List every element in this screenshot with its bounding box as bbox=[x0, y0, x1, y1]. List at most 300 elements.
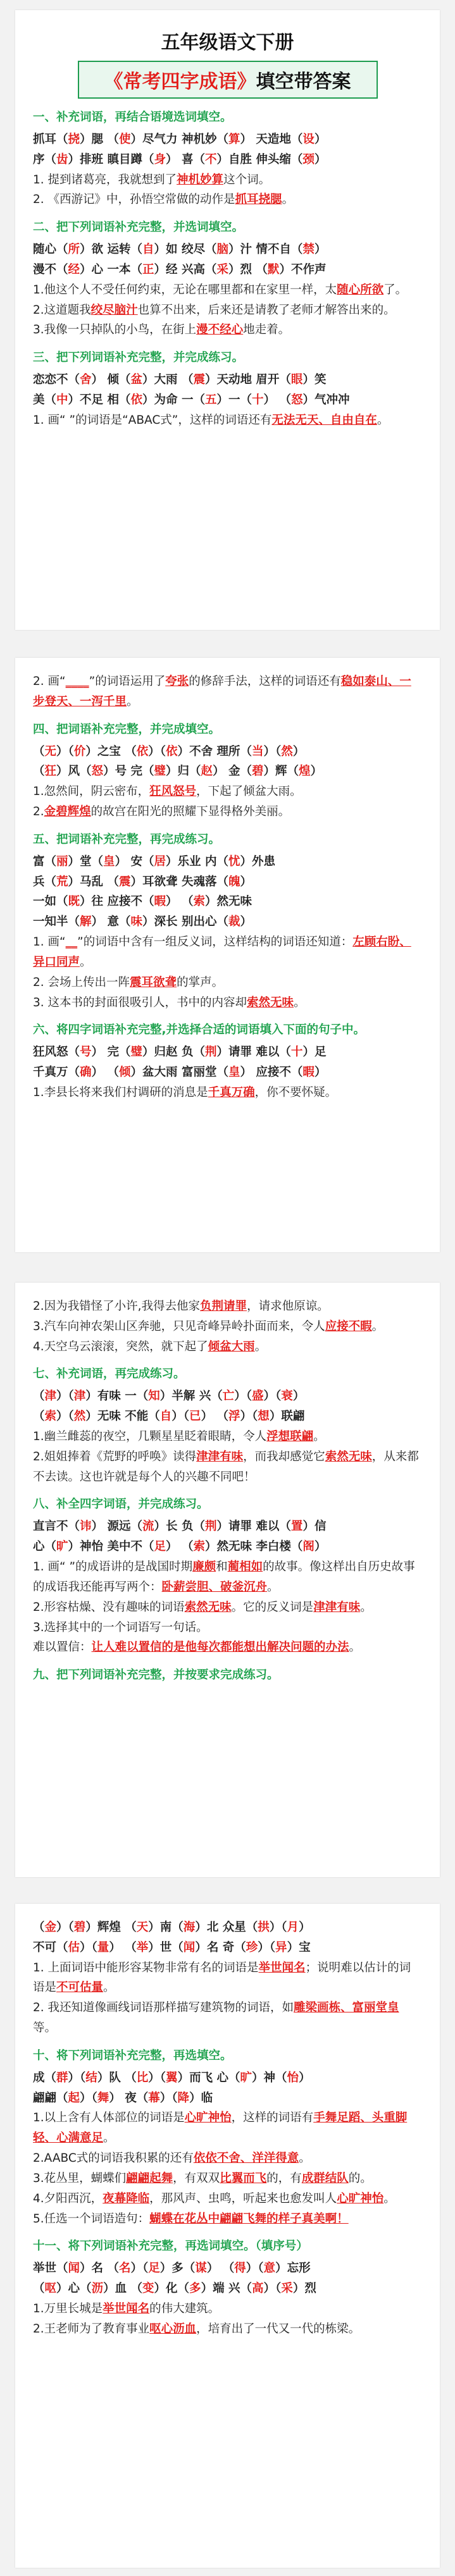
word-fragment: 富（ bbox=[33, 854, 57, 868]
word-fragment: ）北 众星（ bbox=[195, 1921, 258, 1934]
word-fragment: 直言不（ bbox=[33, 1520, 80, 1534]
word-fragment: ） bbox=[240, 875, 252, 889]
answer-char: 已 bbox=[189, 1410, 201, 1424]
question-text: 了。 bbox=[383, 283, 408, 297]
answer-char: 起 bbox=[68, 2091, 80, 2105]
question-text: ”的词语中含有一组反义词，这样结构的词语还知道： bbox=[77, 935, 353, 949]
word-row bbox=[33, 130, 422, 150]
answer-char: 高 bbox=[252, 2282, 264, 2296]
question-text: 3.我像一只掉队的小鸟，在街上 bbox=[33, 323, 197, 337]
word-fragment: ）气冲冲 bbox=[302, 393, 350, 407]
question bbox=[33, 1083, 422, 1103]
question-text: 2. 《西游记》中，孙悟空常做的动作是 bbox=[33, 193, 235, 207]
answer-char: 然 bbox=[281, 744, 293, 758]
answer-char: 足 bbox=[154, 1540, 166, 1554]
answer-char: 经 bbox=[68, 263, 80, 276]
answer-char: 所 bbox=[68, 243, 80, 257]
question-text: 5.任选一个词语造句： bbox=[33, 2212, 150, 2226]
answer-char: 脑 bbox=[216, 243, 228, 257]
answer-char: 碧 bbox=[73, 1921, 86, 1934]
page-3 bbox=[15, 1283, 440, 1877]
answer-text: 比翼而飞 bbox=[220, 2171, 267, 2185]
question-text: 1.幽兰雌蕊的夜空，几颗星星眨着眼睛，令人 bbox=[33, 1430, 267, 1444]
answer-char: 谋 bbox=[195, 2262, 207, 2276]
word-fragment: 兵（ bbox=[33, 875, 57, 889]
answer-char: 裁 bbox=[228, 915, 240, 929]
answer-text: 抓耳挠腮 bbox=[235, 193, 282, 207]
word-fragment: （ bbox=[33, 765, 45, 779]
question bbox=[33, 1557, 422, 1598]
answer-text: 依依不舍、洋洋得意 bbox=[193, 2152, 299, 2166]
answer-text: 雕梁画栋、富丽堂皇 bbox=[294, 2001, 399, 2015]
answer-char: 想 bbox=[258, 1410, 270, 1424]
word-fragment: ）腮 （ bbox=[80, 132, 119, 146]
word-fragment: ）耳欲聋 失魂落（ bbox=[130, 875, 228, 889]
word-fragment: ）（ bbox=[56, 1921, 74, 1934]
answer-char: 沥 bbox=[91, 2282, 104, 2296]
answer-char: 十 bbox=[290, 1045, 303, 1059]
answer-char: 群 bbox=[56, 2071, 68, 2085]
answer-char: 暇 bbox=[302, 1066, 315, 1080]
answer-char: 味 bbox=[130, 915, 142, 929]
answer-text: 倾盆大雨 bbox=[208, 1340, 255, 1353]
question bbox=[33, 190, 422, 210]
section-heading: 十一、将下列词语补充完整，再选词填空。（填序号） bbox=[33, 2240, 308, 2253]
question-text: 。 bbox=[103, 1981, 115, 1995]
question-text: 2. 我还知道像画线词语那样描写建筑物的词语，如 bbox=[33, 2001, 294, 2015]
answer-char: 闻 bbox=[68, 2262, 80, 2276]
question-text: 2. bbox=[33, 805, 44, 819]
question-text: 。 bbox=[299, 2152, 311, 2166]
answer-char: 索 bbox=[193, 1540, 205, 1554]
answer-char: 变 bbox=[142, 2282, 154, 2296]
question-text: 等。 bbox=[33, 2021, 57, 2035]
page-2 bbox=[15, 658, 440, 1252]
document-subtitle bbox=[78, 61, 378, 99]
question bbox=[33, 802, 422, 822]
question-text: 2.王老师为了教育事业 bbox=[33, 2322, 150, 2336]
word-fragment: ）请罪 难以（ bbox=[216, 1520, 291, 1534]
word-fragment: ）队 （ bbox=[97, 2071, 137, 2085]
answer-char: 眼 bbox=[290, 373, 303, 387]
word-fragment: ）（ bbox=[56, 1390, 74, 1403]
answer-text: 夸张 bbox=[165, 675, 189, 688]
word-fragment: ）宝 bbox=[287, 1940, 311, 1954]
word-fragment: ）心（ bbox=[56, 2282, 92, 2296]
answer-char: 使 bbox=[118, 132, 131, 146]
question-text: ”的词语运用了 bbox=[89, 675, 166, 688]
answer-char: 采 bbox=[216, 263, 228, 276]
question-text: 的故事。像这样出自历史故事的成语我还能再写两个： bbox=[33, 1560, 415, 1594]
word-row bbox=[33, 912, 422, 932]
answer-char: 忧 bbox=[228, 854, 240, 868]
question-text: ，那风声、虫鸣，听起来也愈发叫人 bbox=[149, 2191, 337, 2205]
answer-char: 璧 bbox=[130, 1045, 142, 1059]
question-text: 的。 bbox=[348, 2171, 372, 2185]
answer-char: 荒 bbox=[56, 875, 68, 889]
answer-text: 心旷神怡 bbox=[337, 2191, 384, 2205]
question bbox=[33, 2189, 422, 2209]
word-fragment: ）名 奇（ bbox=[195, 1940, 246, 1954]
word-fragment: ）神（ bbox=[252, 2071, 287, 2085]
word-row bbox=[33, 2279, 422, 2299]
question-text: 1. 画“ ”的成语讲的是战国时期 bbox=[33, 1560, 193, 1574]
word-fragment: （ bbox=[33, 1390, 45, 1403]
word-fragment: ）名 （ bbox=[80, 2262, 119, 2276]
question-text: 2.这道题我 bbox=[33, 303, 91, 317]
question-text: 。 bbox=[127, 694, 139, 708]
question bbox=[33, 932, 422, 973]
section-heading: 十、将下列词语补充完整，再选填空。 bbox=[33, 2049, 232, 2062]
subtitle-left: 《常考四字成语》 bbox=[104, 71, 256, 93]
question-text: 的故宫在阳光的照耀下显得格外美丽。 bbox=[90, 805, 290, 819]
answer-char: 结 bbox=[85, 2071, 97, 2085]
answer-char: 盆 bbox=[130, 373, 142, 387]
word-fragment: ）有味 一（ bbox=[85, 1390, 149, 1403]
question bbox=[33, 1297, 422, 1317]
answer-text: 翩翩起舞 bbox=[126, 2171, 173, 2185]
answer-char: 闻 bbox=[183, 1940, 196, 1954]
question bbox=[33, 973, 422, 993]
word-fragment: ） 夜（ bbox=[109, 2091, 149, 2105]
word-row bbox=[33, 742, 422, 762]
answer-char: 荆 bbox=[204, 1045, 217, 1059]
section-heading: 一、补充词语，再结合语境选词填空。 bbox=[33, 111, 232, 124]
word-fragment: （ bbox=[33, 2282, 45, 2296]
answer-char: 暇 bbox=[154, 895, 166, 909]
question-text: 。 bbox=[377, 413, 389, 427]
word-fragment: ） bbox=[299, 1921, 311, 1934]
question-text: ；说明难以估计的词语是 bbox=[33, 1961, 411, 1995]
answer-text: 蝴蝶在花丛中翩翩飞舞的样子真美啊！ bbox=[149, 2212, 349, 2226]
question-text: ，下起了倾盆大雨。 bbox=[196, 785, 302, 799]
question bbox=[33, 2319, 422, 2339]
answer-char: 颈 bbox=[302, 152, 315, 166]
answer-char: 举 bbox=[136, 1940, 149, 1954]
question-text: 。 bbox=[282, 193, 294, 207]
word-fragment: ）请罪 难以（ bbox=[216, 1045, 291, 1059]
word-fragment: ） bbox=[314, 152, 327, 166]
word-fragment: ）化（ bbox=[154, 2282, 190, 2296]
answer-text: ____ bbox=[65, 675, 89, 688]
answer-char: 呕 bbox=[44, 2282, 57, 2296]
answer-char: 采 bbox=[281, 2282, 293, 2296]
word-row bbox=[33, 240, 422, 260]
answer-char: 禁 bbox=[302, 243, 315, 257]
word-row bbox=[33, 1918, 422, 1938]
answer-text: 举世闻名 bbox=[103, 2302, 150, 2315]
answer-char: 当 bbox=[252, 744, 264, 758]
answer-char: 依 bbox=[130, 393, 142, 407]
word-fragment: ） 源远（ bbox=[91, 1520, 142, 1534]
answer-char: 盛 bbox=[252, 1390, 264, 1403]
word-row bbox=[33, 2068, 422, 2088]
word-fragment: 随心（ bbox=[33, 243, 68, 257]
question-text: 2.AABC式的词语我积累的还有 bbox=[33, 2152, 194, 2166]
question bbox=[33, 320, 422, 340]
question-text: 。 bbox=[360, 1600, 372, 1614]
answer-char: 降 bbox=[177, 2091, 190, 2105]
answer-char: 索 bbox=[193, 895, 205, 909]
word-fragment: 一知半（ bbox=[33, 915, 80, 929]
word-fragment: ）（ bbox=[80, 2091, 97, 2105]
answer-text: 廉颇 bbox=[192, 1560, 216, 1574]
word-fragment: 成（ bbox=[33, 2071, 57, 2085]
word-fragment: 漫不（ bbox=[33, 263, 68, 276]
answer-char: 浮 bbox=[228, 1410, 240, 1424]
word-fragment: ）欲 运转（ bbox=[80, 243, 142, 257]
answer-char: 皇 bbox=[103, 854, 115, 868]
answer-char: 金 bbox=[44, 1921, 57, 1934]
word-fragment: ）烈 （ bbox=[228, 263, 268, 276]
word-fragment: ）马乱 （ bbox=[68, 875, 119, 889]
word-fragment: 不可（ bbox=[33, 1940, 68, 1954]
answer-text: 举世闻名 bbox=[258, 1961, 306, 1975]
question-text: ，从来都不去读。这也许就是每个人的兴趣不同吧！ bbox=[33, 1450, 419, 1484]
question-text: 3.汽车向神农架山区奔驰，只见奇峰异岭扑面而来，令人 bbox=[33, 1319, 325, 1333]
word-fragment: ）临 bbox=[189, 2091, 213, 2105]
answer-char: 然 bbox=[73, 1410, 86, 1424]
question-text: 和 bbox=[216, 1560, 228, 1574]
word-fragment: ）辉煌 （ bbox=[85, 1921, 137, 1934]
answer-text: 负荆请罪 bbox=[200, 1300, 247, 1313]
answer-char: 号 bbox=[80, 1045, 92, 1059]
answer-text: 手舞足蹈、头重脚轻、心满意足 bbox=[33, 2111, 408, 2145]
answer-text: 索然无味 bbox=[325, 1450, 372, 1464]
word-row bbox=[33, 761, 422, 782]
word-fragment: ） （ bbox=[263, 393, 291, 407]
word-fragment: ）大雨 （ bbox=[142, 373, 194, 387]
answer-char: 中 bbox=[56, 393, 68, 407]
word-fragment: ） bbox=[292, 744, 305, 758]
question-text: ，有双双 bbox=[173, 2171, 220, 2185]
answer-text: 应接不暇 bbox=[325, 1319, 372, 1333]
answer-char: 怒 bbox=[290, 393, 303, 407]
word-fragment: ）天动地 眉开（ bbox=[204, 373, 291, 387]
word-fragment: ） 应接不（ bbox=[240, 1066, 303, 1080]
answer-char: 不 bbox=[204, 152, 217, 166]
answer-char: 亡 bbox=[222, 1390, 235, 1403]
question-text: 。 bbox=[80, 955, 92, 969]
answer-char: 默 bbox=[267, 263, 280, 276]
question-text: ，请求他原谅。 bbox=[247, 1300, 329, 1313]
answer-char: 震 bbox=[193, 373, 205, 387]
word-fragment: ）笑 bbox=[302, 373, 327, 387]
question-text: 2.形容枯燥、没有趣味的词语 bbox=[33, 1600, 185, 1614]
word-fragment: ）（ bbox=[171, 1410, 190, 1424]
word-fragment: ）（ bbox=[56, 744, 74, 758]
answer-char: 异 bbox=[275, 1940, 287, 1954]
word-row bbox=[33, 2088, 422, 2109]
word-fragment: ）为命 一（ bbox=[142, 393, 205, 407]
word-fragment: ）排班 瞋目蹲（ bbox=[68, 152, 154, 166]
word-fragment: ）尽气力 神机妙（ bbox=[130, 132, 228, 146]
word-fragment: ） （ bbox=[109, 1940, 137, 1954]
question-text: 4.天空乌云滚滚，突然，就下起了 bbox=[33, 1340, 208, 1353]
answer-char: 流 bbox=[142, 1520, 154, 1534]
question-text: 1.忽然间，阴云密布， bbox=[33, 785, 150, 799]
question-text: ，培育出了一代又一代的栋梁。 bbox=[196, 2322, 361, 2336]
answer-char: 置 bbox=[290, 1520, 303, 1534]
word-fragment: ）深长 别出心（ bbox=[142, 915, 228, 929]
answer-text: 索然无味 bbox=[247, 995, 294, 1009]
word-fragment: ） （ bbox=[166, 895, 194, 909]
subtitle-right: 填空带答案 bbox=[256, 71, 351, 93]
word-fragment: ）归（ bbox=[166, 765, 201, 779]
word-fragment: ） （ bbox=[91, 1066, 119, 1080]
word-fragment: ）风（ bbox=[56, 765, 92, 779]
page-4 bbox=[15, 1904, 440, 2568]
word-row bbox=[33, 150, 422, 170]
question-text: 。 bbox=[267, 1580, 279, 1594]
answer-char: 舍 bbox=[80, 373, 92, 387]
question bbox=[33, 2209, 422, 2229]
answer-text: 夜幕降临 bbox=[103, 2191, 150, 2205]
answer-char: 挠 bbox=[68, 132, 80, 146]
answer-text: 不可估量 bbox=[56, 1981, 104, 1995]
answer-char: 估 bbox=[68, 1940, 80, 1954]
word-fragment: ） 喜（ bbox=[166, 152, 205, 166]
answer-char: 倾 bbox=[118, 1066, 131, 1080]
word-fragment: ）不足 相（ bbox=[68, 393, 131, 407]
answer-char: 珍 bbox=[246, 1940, 258, 1954]
question bbox=[33, 1427, 422, 1447]
answer-text: 让人难以置信的是他每次都能想出解决问题的办法 bbox=[91, 1641, 349, 1655]
word-fragment: ） 安（ bbox=[115, 854, 154, 868]
section-heading: 六、将四字词语补充完整,并选择合适的词语填入下面的句子中。 bbox=[33, 1023, 366, 1037]
question-text: 。 bbox=[349, 1641, 361, 1655]
answer-char: 讳 bbox=[80, 1520, 92, 1534]
word-fragment: ）联翩 bbox=[269, 1410, 305, 1424]
answer-text: 稳如泰山、一步登天、一泻千里 bbox=[33, 675, 411, 708]
answer-char: 魄 bbox=[228, 875, 240, 889]
question-text: ，这样的词语有 bbox=[231, 2111, 314, 2125]
question bbox=[33, 672, 422, 712]
question bbox=[33, 1637, 422, 1658]
answer-char: 身 bbox=[154, 152, 166, 166]
answer-char: 依 bbox=[166, 744, 178, 758]
word-fragment: 翩翩（ bbox=[33, 2091, 68, 2105]
answer-char: 居 bbox=[154, 854, 166, 868]
word-fragment: ）（ bbox=[56, 1410, 74, 1424]
word-fragment: 恋恋不（ bbox=[33, 373, 80, 387]
answer-text: 千真万确 bbox=[208, 1085, 255, 1099]
question-text: 地走着。 bbox=[243, 323, 290, 337]
question-text: 。 bbox=[294, 995, 306, 1009]
question-text: 1. 画“ bbox=[33, 935, 66, 949]
question-text: 2.姐姐捧着《荒野的呼唤》读得 bbox=[33, 1450, 197, 1464]
question-text: 也算不出来，后来还是请教了老师才解答出来的。 bbox=[137, 303, 396, 317]
word-fragment: 序（ bbox=[33, 152, 57, 166]
word-fragment: ） bbox=[240, 915, 252, 929]
word-row bbox=[33, 1042, 422, 1063]
word-fragment: ） 金（ bbox=[213, 765, 252, 779]
word-fragment: ）无味 不能（ bbox=[85, 1410, 160, 1424]
answer-char: 知 bbox=[148, 1390, 160, 1403]
word-fragment: ） bbox=[310, 765, 323, 779]
answer-text: 神机妙算 bbox=[177, 173, 224, 187]
answer-char: 旷 bbox=[56, 1540, 68, 1554]
answer-text: __ bbox=[65, 935, 78, 949]
answer-char: 足 bbox=[148, 2262, 160, 2276]
question-text: 2.因为我错怪了小许,我得去他家 bbox=[33, 1300, 201, 1313]
word-fragment: ）不舍 理所（ bbox=[177, 744, 252, 758]
document-title: 五年级语文下册 bbox=[161, 32, 294, 54]
answer-char: 阁 bbox=[302, 1540, 315, 1554]
question-text: 。 bbox=[254, 1340, 267, 1353]
word-fragment: ） （ bbox=[201, 1410, 229, 1424]
question-text: 3. 这本书的封面很吸引人，书中的内容却 bbox=[33, 995, 247, 1009]
word-fragment: ）（ bbox=[246, 2262, 264, 2276]
word-fragment: ）之宝 （ bbox=[85, 744, 137, 758]
question-text: 。 bbox=[383, 2191, 396, 2205]
question bbox=[33, 410, 422, 431]
word-row bbox=[33, 1517, 422, 1537]
word-fragment: （ bbox=[33, 1410, 45, 1424]
word-row bbox=[33, 872, 422, 892]
answer-char: 算 bbox=[228, 132, 240, 146]
question-text: 1.万里长城是 bbox=[33, 2302, 103, 2315]
answer-char: 五 bbox=[204, 393, 217, 407]
word-fragment: ） 倾（ bbox=[91, 373, 131, 387]
word-fragment: ）然无味 bbox=[204, 895, 252, 909]
word-fragment: ）信 bbox=[302, 1520, 327, 1534]
answer-char: 荆 bbox=[204, 1520, 217, 1534]
word-fragment: ）血 （ bbox=[103, 2282, 143, 2296]
word-fragment: ）归赵 负（ bbox=[142, 1045, 205, 1059]
answer-char: 震 bbox=[118, 875, 131, 889]
word-fragment: ）往 应接不（ bbox=[80, 895, 154, 909]
question-text: ，你不要怀疑。 bbox=[254, 1085, 337, 1099]
answer-char: 煌 bbox=[299, 765, 311, 779]
word-fragment: ）（ bbox=[258, 1940, 276, 1954]
word-fragment: ）（ bbox=[159, 2091, 178, 2105]
question-text: 1.李县长将来我们村调研的消息是 bbox=[33, 1085, 208, 1099]
question bbox=[33, 300, 422, 321]
word-fragment: ）神怡 美中不（ bbox=[68, 1540, 154, 1554]
word-fragment: ）经 兴高（ bbox=[154, 263, 217, 276]
word-fragment: ）外患 bbox=[240, 854, 276, 868]
word-fragment: ）（ bbox=[263, 744, 282, 758]
answer-char: 十 bbox=[251, 393, 264, 407]
answer-char: 意 bbox=[263, 2262, 276, 2276]
question-text: 。它的反义词是 bbox=[231, 1600, 314, 1614]
answer-char: 翼 bbox=[166, 2071, 178, 2085]
answer-char: 确 bbox=[80, 1066, 92, 1080]
word-fragment: ）自胜 伸头缩（ bbox=[216, 152, 303, 166]
word-fragment: 狂风怒（ bbox=[33, 1045, 80, 1059]
word-fragment: ）而飞 心（ bbox=[177, 2071, 240, 2085]
question bbox=[33, 280, 422, 300]
word-fragment: ）号 完（ bbox=[103, 765, 154, 779]
answer-text: 津津有味 bbox=[196, 1450, 244, 1464]
answer-char: 怒 bbox=[91, 765, 104, 779]
question-text: 1.以上含有人体部位的词语是 bbox=[33, 2111, 185, 2125]
question-text: 这个词。 bbox=[223, 173, 271, 187]
word-fragment: ）足 bbox=[302, 1045, 327, 1059]
answer-char: 狂 bbox=[44, 765, 57, 779]
question-text: 1. 上面词语中能形容某物非常有名的词语是 bbox=[33, 1961, 259, 1975]
word-fragment: 千真万（ bbox=[33, 1066, 80, 1080]
answer-char: 衰 bbox=[281, 1390, 293, 1403]
question-text: 1. 画“ ”的词语是“ABAC式”，这样的词语还有 bbox=[33, 413, 272, 427]
answer-char: 比 bbox=[136, 2071, 149, 2085]
answer-char: 皇 bbox=[228, 1066, 240, 1080]
question-text: 1. 提到诸葛亮，我就想到了 bbox=[33, 173, 177, 187]
answer-text: 成群结队 bbox=[301, 2171, 349, 2185]
answer-text: 随心所欲 bbox=[337, 283, 384, 297]
word-fragment: ）堂（ bbox=[68, 854, 104, 868]
